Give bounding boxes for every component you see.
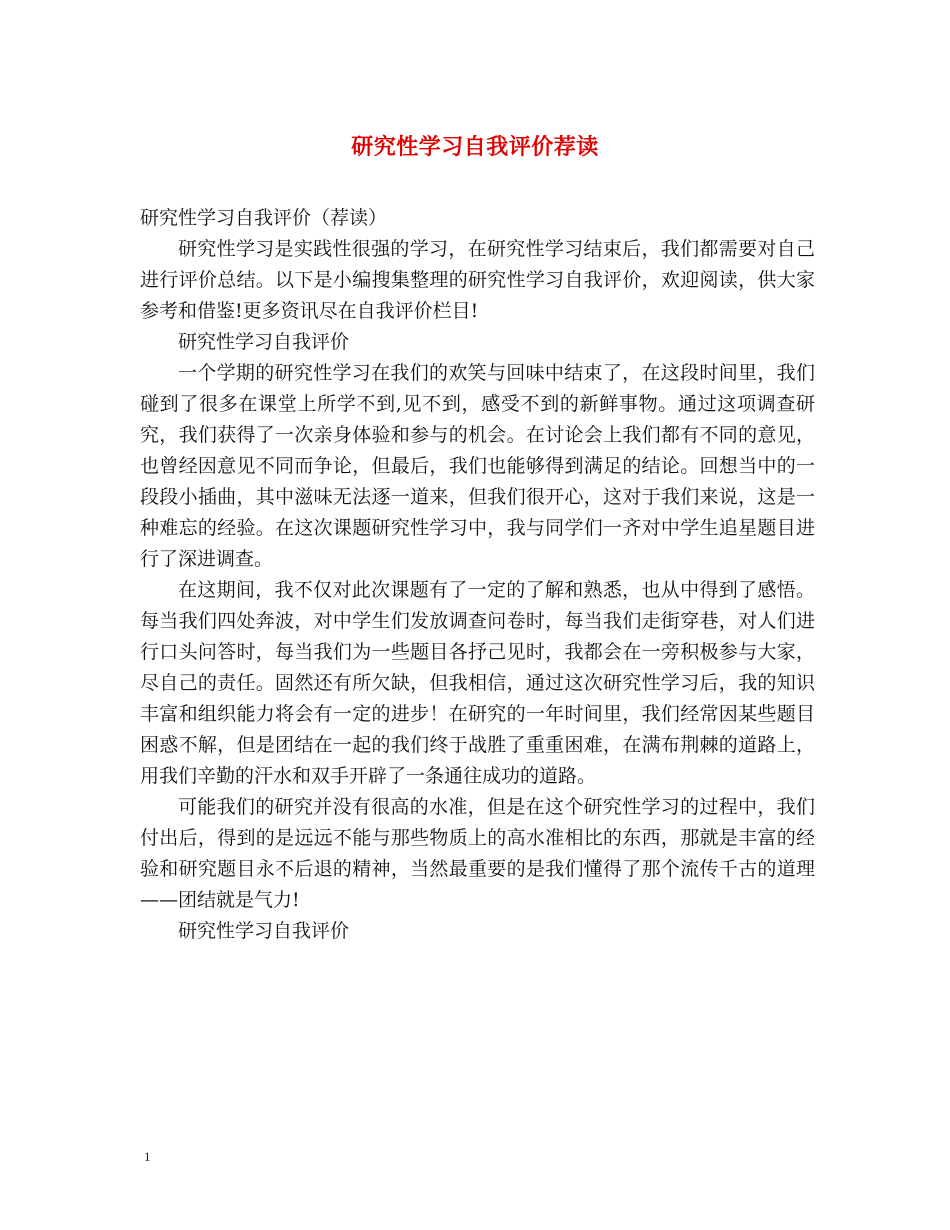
document-body [140, 203, 815, 947]
page-number: 1 [144, 1149, 151, 1164]
section-heading: 研究性学习自我评价 [178, 920, 350, 942]
paragraph: 一个学期的研究性学习在我们的欢笑与回味中结束了，在这段时间里，我们碰到了很多在课堂上所学不到,见不到，感受不到的新鲜事物。通过这项调查研究，我们获得了一次亲身体验和参与的机会。在讨论会上我们都有不同的意见，也曾经因意见不同而争论，但最后，我们也能够得到满足的结论。回想当中的一段段小插曲，其中滋味无法逐一道来，但我们很开心，这对于我们来说，这是一种难忘的经验。在这次课题研究性学习中，我与同学们一齐对中学生追星题目进行了深进调查。 [140, 362, 815, 570]
paragraph: 研究性学习是实践性很强的学习，在研究性学习结束后，我们都需要对自己进行评价总结。以下是小编搜集整理的研究性学习自我评价，欢迎阅读，供大家参考和借鉴!更多资讯尽在自我评价栏目! [140, 238, 815, 322]
paragraph: 研究性学习自我评价（荐读） [140, 207, 388, 229]
paragraph: 可能我们的研究并没有很高的水准，但是在这个研究性学习的过程中，我们付出后，得到的是远远不能与那些物质上的高水准相比的东西，那就是丰富的经验和研究题目永不后退的精神，当然最重要的是我们懂得了那个流传千古的道理——团结就是气力! [140, 796, 815, 911]
paragraph: 在这期间，我不仅对此次课题有了一定的了解和熟悉，也从中得到了感悟。每当我们四处奔波，对中学生们发放调查问卷时，每当我们走街穿巷，对人们进行口头问答时，每当我们为一些题目各抒己见时，我都会在一旁积极参与大家，尽自己的责任。固然还有所欠缺，但我相信，通过这次研究性学习后，我的知识丰富和组织能力将会有一定的进步！在研究的一年时间里，我们经常因某些题目困惑不解，但是团结在一起的我们终于战胜了重重困难，在满布荆棘的道路上，用我们辛勤的汗水和双手开辟了一条通往成功的道路。 [140, 579, 815, 787]
document-title: 研究性学习自我评价荐读 [351, 134, 599, 160]
section-heading: 研究性学习自我评价 [178, 331, 350, 353]
